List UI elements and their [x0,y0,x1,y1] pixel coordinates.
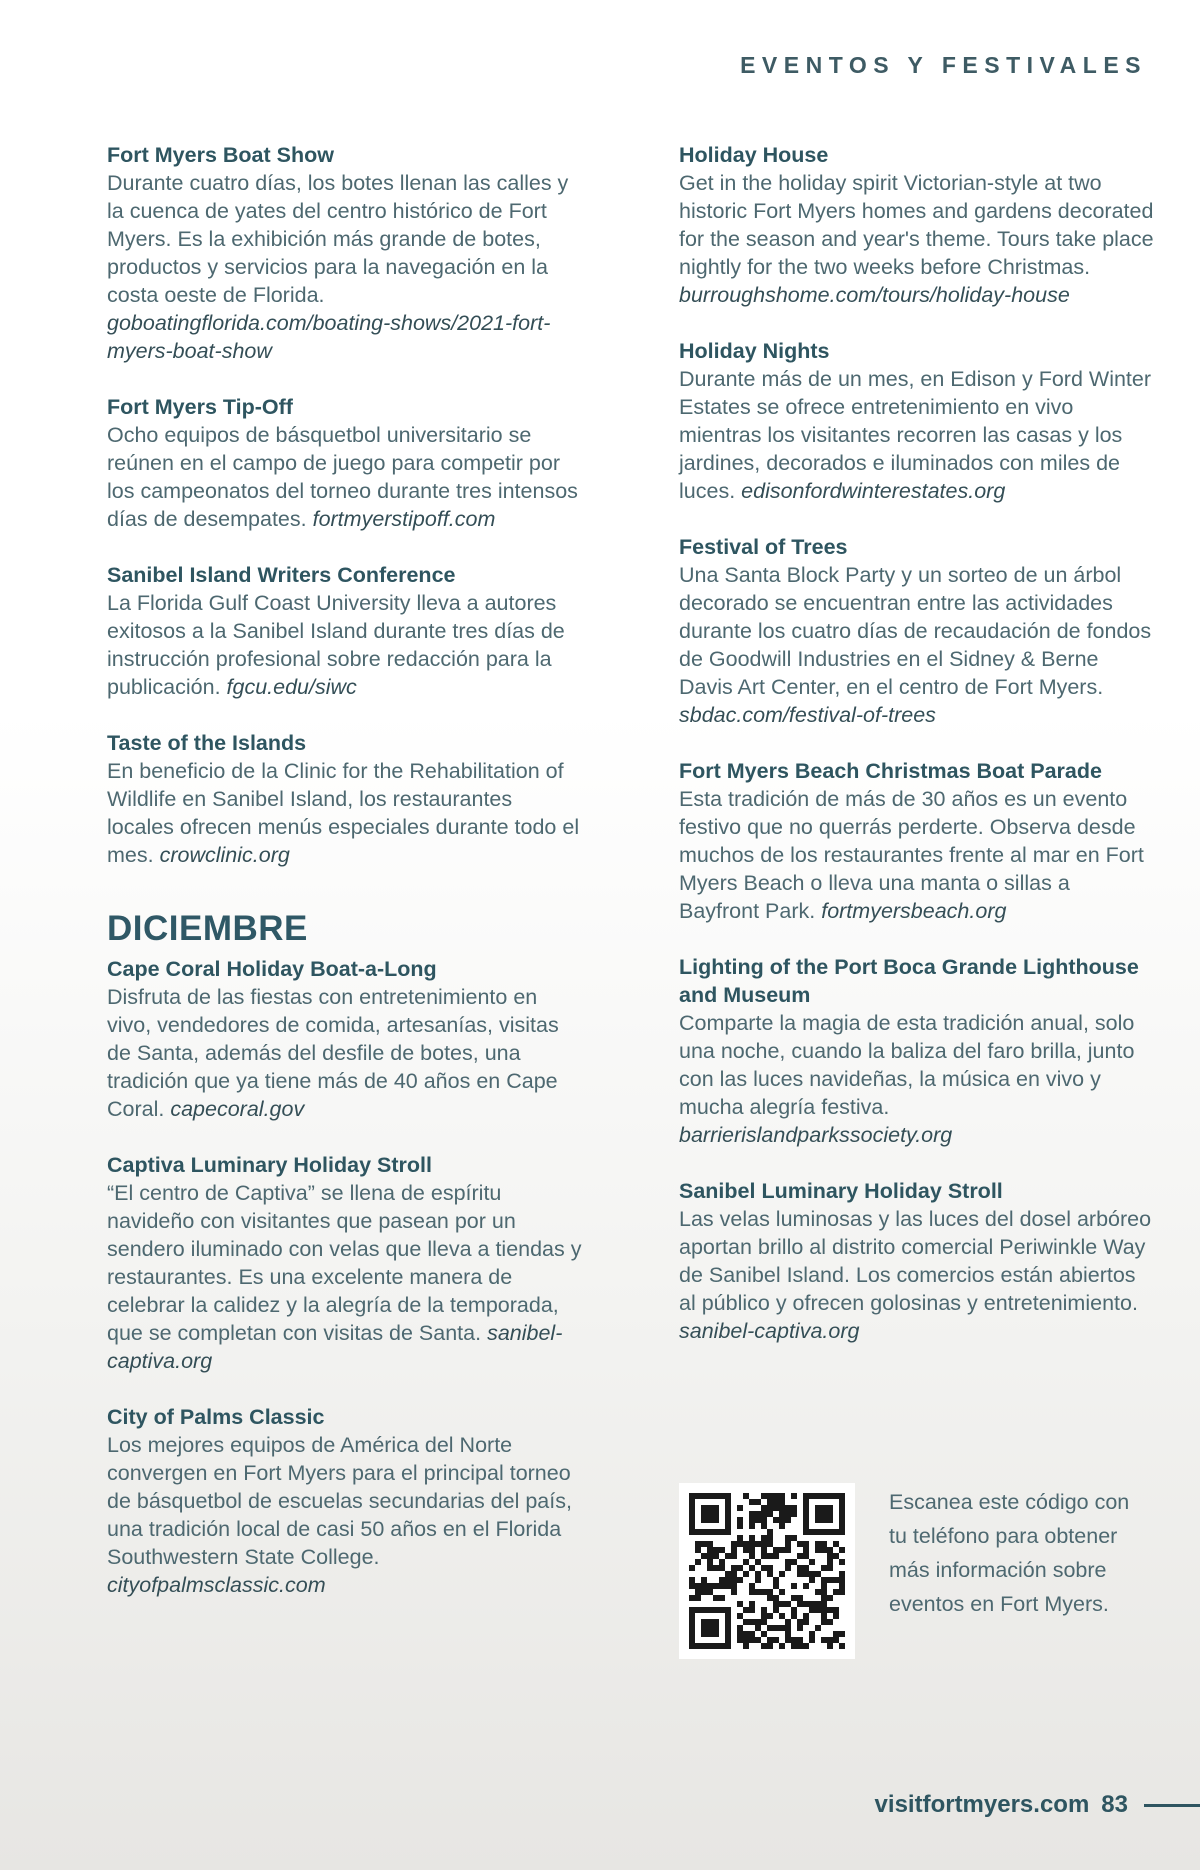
event-item [679,141,1154,309]
footer-website[interactable]: visitfortmyers.com [874,1791,1090,1818]
event-description [679,1205,1154,1345]
event-item [107,1151,582,1375]
event-title: Captiva Luminary Holiday Stroll [107,1153,432,1177]
event-item [679,1177,1154,1345]
event-link[interactable]: goboatingflorida.com/boating-shows/2021-fort-myers-boat-show [107,311,551,363]
event-text: Get in the holiday spirit Victorian-style at two historic Fort Myers homes and gardens decorated for the season and year's theme. Tours take place nightly for the two weeks before Christmas. [679,171,1154,279]
event-description [679,785,1154,925]
event-text: Durante cuatro días, los botes llenan las calles y la cuenca de yates del centro histórico de Fort Myers. Es la exhibición más grande de botes, productos y servicios para la navegación en la costa oeste de Florida. [107,171,569,307]
event-text: La Florida Gulf Coast University lleva a autores exitosos a la Sanibel Island durante tres días de instrucción profesional sobre redacción para la publicación. [107,591,565,699]
right-column [679,141,1154,1373]
event-title: Cape Coral Holiday Boat-a-Long [107,957,437,981]
event-title: Lighting of the Port Boca Grande Lighthouse and Museum [679,955,1139,1007]
event-description [679,561,1154,729]
event-text: Los mejores equipos de América del Norte convergen en Fort Myers para el principal torneo de básquetbol de escuelas secundarias del país, una tradición local de casi 50 años en el Florida Southwestern State College. [107,1433,572,1569]
event-description [107,757,582,869]
section-heading-month: DICIEMBRE [107,909,308,948]
event-item [107,1403,582,1599]
event-item [107,393,582,533]
footer-rule [1144,1804,1200,1807]
event-description [679,1009,1154,1149]
event-title: Taste of the Islands [107,731,307,755]
event-text: En beneficio de la Clinic for the Rehabilitation of Wildlife en Sanibel Island, los restaurantes locales ofrecen menús especiales durante todo el mes. [107,759,580,867]
event-description [107,983,582,1123]
event-title: Holiday House [679,143,829,167]
event-description [107,421,582,533]
event-title: Sanibel Island Writers Conference [107,563,456,587]
event-link[interactable]: fortmyerstipoff.com [312,507,496,531]
event-link[interactable]: barrierislandparkssociety.org [679,1123,953,1147]
event-text: Ocho equipos de básquetbol universitario se reúnen en el campo de juego para competir por los campeonatos del torneo durante tres intensos días de desempates. [107,423,578,531]
event-text: Comparte la magia de esta tradición anual, solo una noche, cuando la baliza del faro brilla, junto con las luces navideñas, la música en vivo y mucha alegría festiva. [679,1011,1135,1119]
event-text: Durante más de un mes, en Edison y Ford Winter Estates se ofrece entretenimiento en vivo mientras los visitantes recorren las casas y los jardines, decorados e iluminados con miles de luces. [679,367,1152,503]
event-text: Una Santa Block Party y un sorteo de un árbol decorado se encuentran entre las actividades durante los cuatro días de recaudación de fondos de Goodwill Industries en el Sidney & Berne Davis Art Center, en el centro de Fort Myers. [679,563,1152,699]
event-link[interactable]: fgcu.edu/siwc [226,675,357,699]
event-item [107,955,582,1123]
qr-code-icon[interactable] [679,1483,855,1659]
event-item [107,561,582,701]
event-title: Sanibel Luminary Holiday Stroll [679,1179,1003,1203]
event-title: Fort Myers Beach Christmas Boat Parade [679,759,1102,783]
event-link[interactable]: cityofpalmsclassic.com [107,1573,326,1597]
event-item [679,757,1154,925]
event-title: Festival of Trees [679,535,848,559]
event-text: Esta tradición de más de 30 años es un evento festivo que no querrás perderte. Observa desde muchos de los restaurantes frente al mar en Fort Myers Beach o lleva una manta o sillas a Bayfront Park. [679,787,1144,923]
event-link[interactable]: sbdac.com/festival-of-trees [679,703,936,727]
event-link[interactable]: edisonfordwinterestates.org [741,479,1006,503]
event-link[interactable]: crowclinic.org [159,843,290,867]
qr-caption: Escanea este código con tu teléfono para obtener más información sobre eventos en Fort Myers. [889,1490,1130,1616]
qr-promo [679,1483,1139,1658]
event-title: Fort Myers Tip-Off [107,395,293,419]
event-link[interactable]: burroughshome.com/tours/holiday-house [679,283,1070,307]
event-title: City of Palms Classic [107,1405,325,1429]
event-title: Fort Myers Boat Show [107,143,334,167]
left-column [107,141,582,1627]
event-description [679,169,1154,309]
event-link[interactable]: capecoral.gov [170,1097,305,1121]
page-number: 83 [1101,1791,1128,1818]
event-item [679,533,1154,729]
event-description [679,365,1154,505]
page-footer [875,1787,1200,1823]
event-description [107,1431,582,1599]
event-item [679,953,1154,1149]
event-item [679,337,1154,505]
event-description [107,589,582,701]
event-item [107,729,582,869]
event-description [107,1179,582,1375]
event-link[interactable]: fortmyersbeach.org [821,899,1007,923]
event-text: Las velas luminosas y las luces del dosel arbóreo aportan brillo al distrito comercial Periwinkle Way de Sanibel Island. Los comercios están abiertos al público y ofrecen golosinas y entretenimiento. [679,1207,1152,1315]
event-item [107,141,582,365]
event-link[interactable]: sanibel-captiva.org [679,1319,860,1343]
event-description [107,169,582,365]
event-text: “El centro de Captiva” se llena de espíritu navideño con visitantes que pasean por un sendero iluminado con velas que lleva a tiendas y restaurantes. Es una excelente manera de celebrar la calidez y la alegría de la temporada, que se completan con visitas de Santa. [107,1181,582,1345]
event-text: Disfruta de las fiestas con entretenimiento en vivo, vendedores de comida, artesanías, visitas de Santa, además del desfile de botes, una tradición que ya tiene más de 40 años en Cape Coral. [107,985,559,1121]
event-title: Holiday Nights [679,339,830,363]
qr-code-graphic [679,1483,855,1659]
event-link[interactable]: sanibel-captiva.org [107,1321,563,1373]
page-header-title: EVENTOS Y FESTIVALES [740,52,1147,78]
